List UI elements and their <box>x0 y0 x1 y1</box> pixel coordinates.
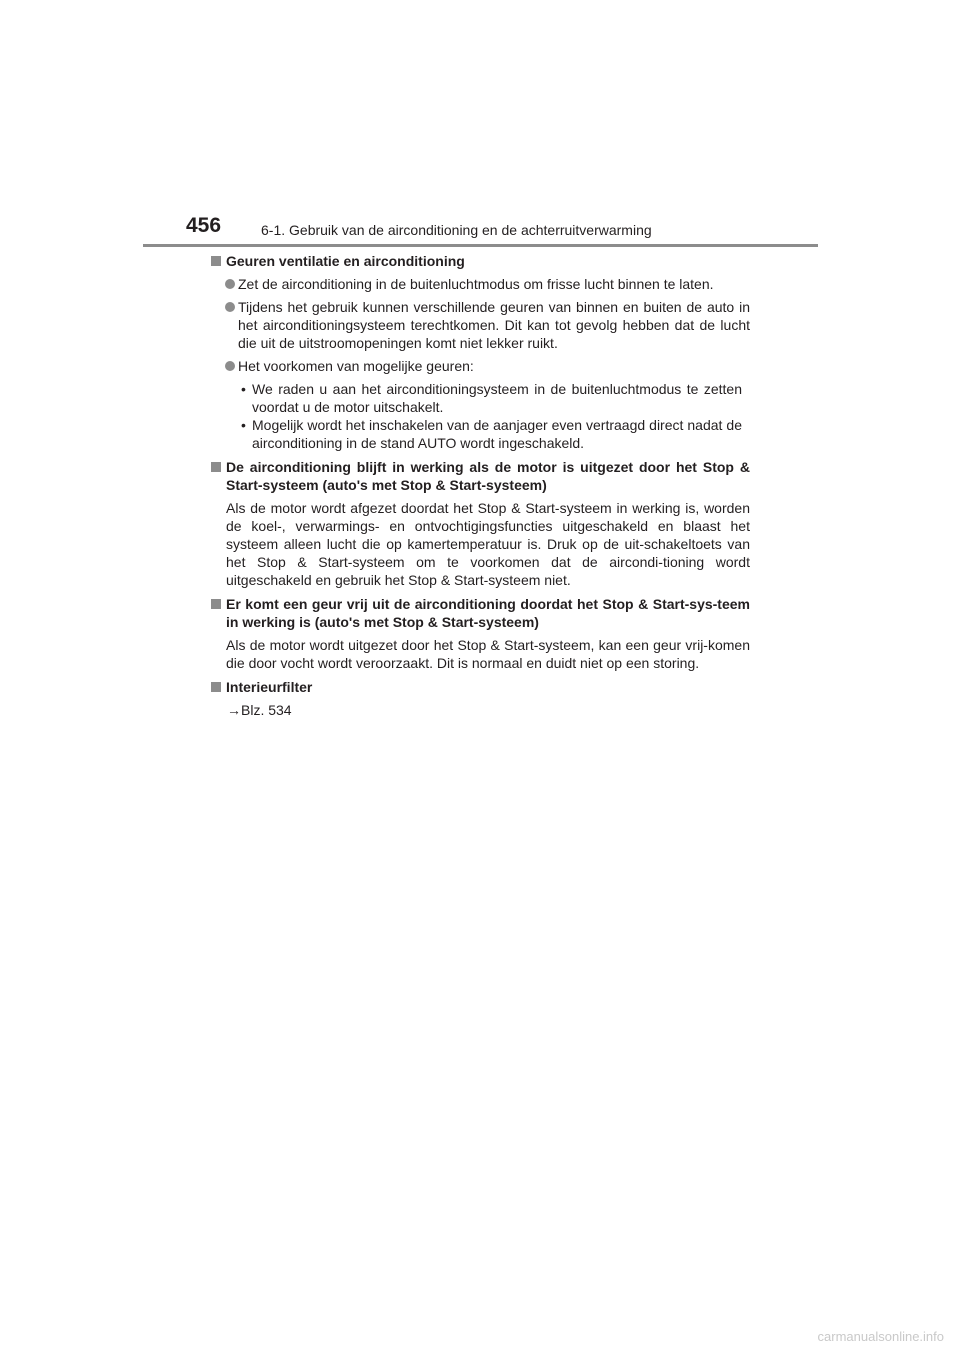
square-bullet-icon <box>211 256 221 266</box>
square-bullet-icon <box>211 462 221 472</box>
section-heading-text: Interieurfilter <box>226 679 313 695</box>
list-item-text: Zet de airconditioning in de buitenluchtmodus om frisse lucht binnen te laten. <box>238 276 714 292</box>
list-item-text: Het voorkomen van mogelijke geuren: <box>238 358 474 374</box>
sub-list-item <box>210 380 750 416</box>
page-content <box>210 252 750 719</box>
section-body: Als de motor wordt uitgezet door het Stop & Start-systeem, kan een geur vrij-komen die door vocht wordt veroorzaakt. Dit is normaal en duidt niet op een storing. <box>226 637 750 671</box>
section-heading <box>210 678 750 696</box>
page-reference-link[interactable]: →Blz. 534 <box>227 702 292 718</box>
section-heading-text: De airconditioning blijft in werking als de motor is uitgezet door het Stop & Start-systeem (auto's met Stop & Start-systeem) <box>226 459 750 493</box>
circle-bullet-icon <box>225 279 235 289</box>
sub-list-item <box>210 416 750 452</box>
section-heading-text: Er komt een geur vrij uit de airconditioning doordat het Stop & Start-sys-teem in werking is (auto's met Stop & Start-systeem) <box>226 596 750 630</box>
page-header <box>186 212 819 248</box>
watermark: carmanualsonline.info <box>817 1329 944 1344</box>
sub-list-item-text: Mogelijk wordt het inschakelen van de aanjager even vertraagd direct nadat de airconditioning in de stand AUTO wordt ingeschakeld. <box>252 417 742 451</box>
sub-list-item-text: We raden u aan het airconditioningsysteem in de buitenluchtmodus te zetten voordat u de motor uitschakelt. <box>252 381 742 415</box>
square-bullet-icon <box>211 682 221 692</box>
sub-bullet-mark: • <box>241 417 246 433</box>
section-heading <box>210 595 750 631</box>
sub-bullet-mark: • <box>241 381 246 397</box>
section-title: 6-1. Gebruik van de airconditioning en de achterruitverwarming <box>261 222 652 238</box>
list-item-text: Tijdens het gebruik kunnen verschillende geuren van binnen en buiten de auto in het airconditioningsysteem terechtkomen. Dit kan tot gevolg hebben dat de lucht die uit de uitstroomopeningen komt niet lekker ruikt. <box>238 299 750 351</box>
circle-bullet-icon <box>225 302 235 312</box>
header-divider <box>143 244 818 247</box>
list-item <box>210 275 750 293</box>
square-bullet-icon <box>211 599 221 609</box>
circle-bullet-icon <box>225 361 235 371</box>
section-heading-text: Geuren ventilatie en airconditioning <box>226 253 465 269</box>
section-body: Als de motor wordt afgezet doordat het Stop & Start-systeem in werking is, worden de koel-, verwarmings- en ontvochtigingsfuncties uitgeschakeld en blaast het systeem alleen lucht die op kamertemperatuur is. Druk op de uit-schakeltoets van het Stop & Start-systeem om te voorkomen dat de aircondi-tioning wordt uitgeschakeld en gebruik het Stop & Start-systeem niet. <box>226 500 750 588</box>
list-item <box>210 298 750 352</box>
list-item <box>210 357 750 375</box>
page-number: 456 <box>186 214 222 237</box>
section-heading <box>210 252 750 270</box>
section-heading <box>210 458 750 494</box>
